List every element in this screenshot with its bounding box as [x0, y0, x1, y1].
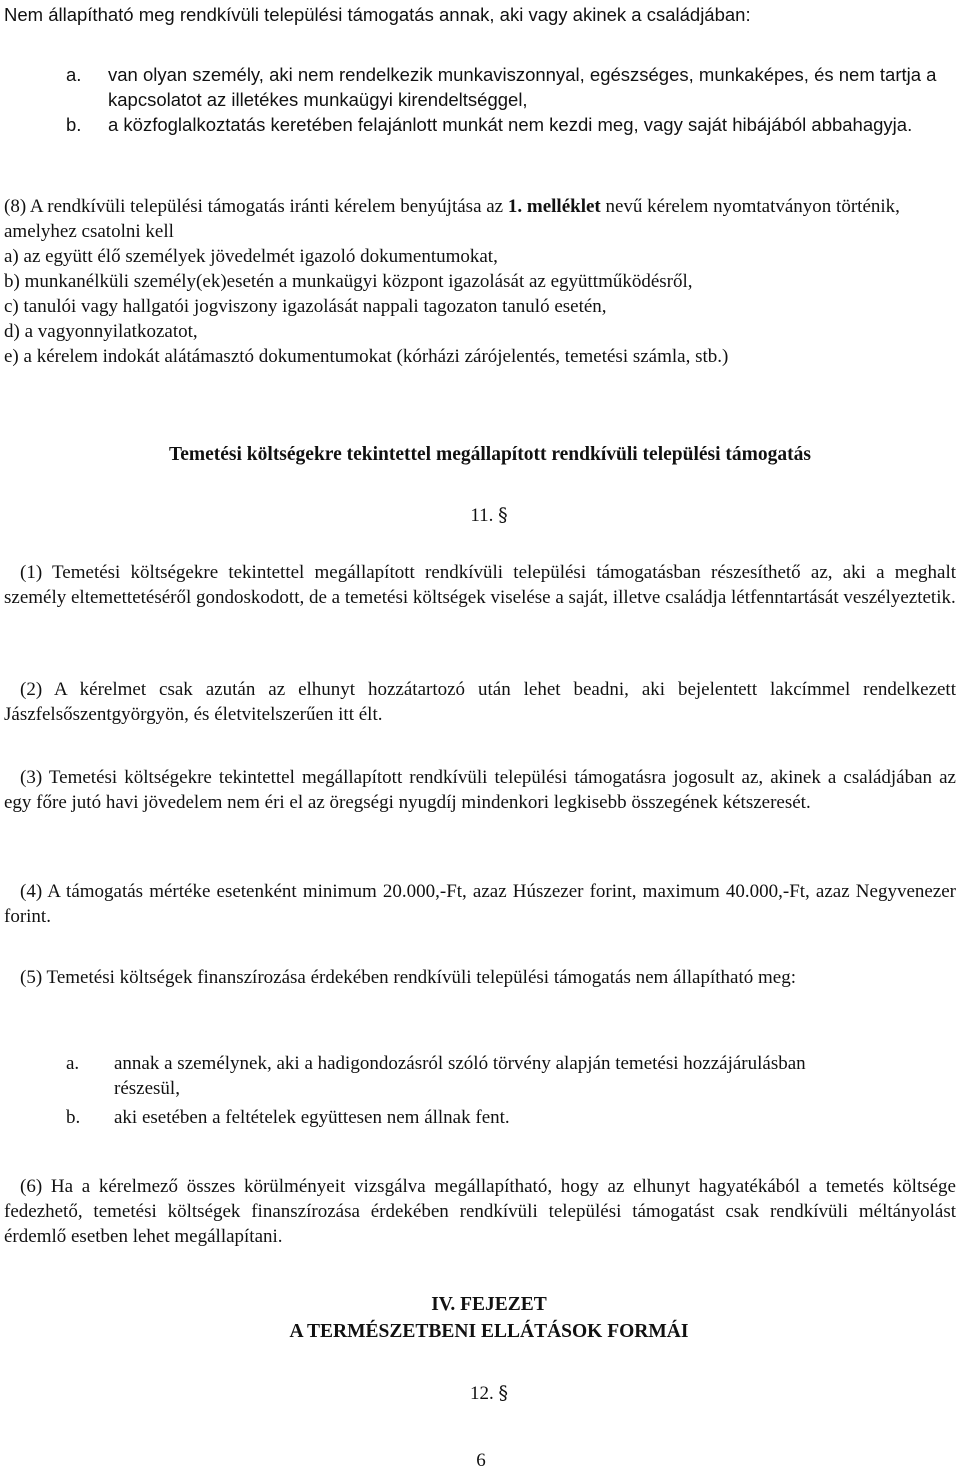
chapter-number: IV. FEJEZET — [431, 1294, 547, 1315]
paragraph-5-item-b — [66, 1105, 866, 1130]
paragraph-6: (6) Ha a kérelmező összes körülményeit vizsgálva megállapítható, hogy az elhunyt hagyatékából a temetés költsége fedezhető, temetési költségek finanszírozása érdekében rendkívüli települési támogatást csak rendkívüli méltányolást érdemlő esetben lehet megállapítani. — [4, 1176, 956, 1247]
list-text: aki esetében a feltételek együttesen nem állnak fent. — [114, 1107, 510, 1128]
paragraph-2: (2) A kérelmet csak azután az elhunyt hozzátartozó után lehet beadni, aki bejelentett lakcímmel rendelkezett Jászfelsőszentgyörgyön, és életvitelszerűen itt élt. — [4, 679, 956, 725]
section-number — [0, 502, 960, 529]
section-title: Temetési költségekre tekintettel megállapított rendkívüli települési támogatás — [169, 444, 811, 465]
next-section-number — [0, 1380, 960, 1407]
next-section-number-text: 12. — [470, 1383, 494, 1404]
page-number: 6 — [476, 1450, 486, 1471]
paragraph-8-lead — [4, 194, 956, 244]
intro-list-item-a — [66, 62, 956, 112]
intro-line: Nem állapítható meg rendkívüli települési támogatás annak, aki vagy akinek a családjában: — [4, 4, 751, 25]
paragraph-8-item-d: d) a vagyonnyilatkozatot, — [4, 321, 198, 342]
list-text: van olyan személy, aki nem rendelkezik munkaviszonnyal, egészséges, munkaképes, és nem tartja a kapcsolatot az illetékes munkaügyi kirendeltséggel, — [108, 64, 937, 110]
paragraph-8-item-a: a) az együtt élő személyek jövedelmét igazoló dokumentumokat, — [4, 246, 498, 267]
list-marker: a. — [66, 64, 82, 85]
next-section-sign: § — [498, 1382, 508, 1404]
list-marker: b. — [66, 1107, 81, 1128]
list-marker: b. — [66, 114, 82, 135]
section-sign: § — [498, 504, 508, 526]
list-marker: a. — [66, 1053, 80, 1074]
paragraph-5-item-a — [66, 1051, 866, 1101]
paragraph-8 — [4, 194, 956, 369]
intro-list-item-b — [66, 112, 956, 137]
paragraph-8-item-b: b) munkanélküli személy(ek)esetén a munkaügyi központ igazolását az együttműködésről, — [4, 271, 693, 292]
paragraph-8-item-c: c) tanulói vagy hallgatói jogviszony igazolását nappali tagozaton tanuló esetén, — [4, 296, 607, 317]
annex-reference: 1. melléklet — [507, 196, 601, 217]
paragraph-1: (1) Temetési költségekre tekintettel megállapított rendkívüli települési támogatásban részesíthető az, aki a meghalt személy eltemettetéséről gondoskodott, de a temetési költségek viselése a saját, illetve családja létfenntartását veszélyeztetik. — [4, 562, 956, 608]
list-text: annak a személynek, aki a hadigondozásról szóló törvény alapján temetési hozzájárulásban részesül, — [114, 1053, 806, 1099]
paragraph-8-item-e: e) a kérelem indokát alátámasztó dokumentumokat (kórházi zárójelentés, temetési számla, stb.) — [4, 346, 729, 367]
paragraph-8-text-start: (8) A rendkívüli települési támogatás iránti kérelem benyújtása az — [4, 196, 508, 217]
paragraph-5: (5) Temetési költségek finanszírozása érdekében rendkívüli települési támogatás nem állapítható meg: — [20, 967, 796, 988]
list-text: a közfoglalkoztatás keretében felajánlott munkát nem kezdi meg, vagy saját hibájából abbahagyja. — [108, 114, 913, 135]
section-number-text: 11. — [470, 505, 494, 526]
chapter-title: A TERMÉSZETBENI ELLÁTÁSOK FORMÁI — [289, 1321, 689, 1342]
paragraph-4: (4) A támogatás mértéke esetenként minimum 20.000,-Ft, azaz Húszezer forint, maximum 40.000,-Ft, azaz Negyvenezer forint. — [4, 881, 956, 927]
paragraph-8-text-end: nevű kérelem nyomtatványon történik, amelyhez csatolni kell — [4, 196, 900, 242]
paragraph-3: (3) Temetési költségekre tekintettel megállapított rendkívüli települési támogatásra jogosult az, akinek a családjában az egy főre jutó havi jövedelem nem éri el az öregségi nyugdíj mindenkori legkisebb összegének kétszeresét. — [4, 767, 956, 813]
